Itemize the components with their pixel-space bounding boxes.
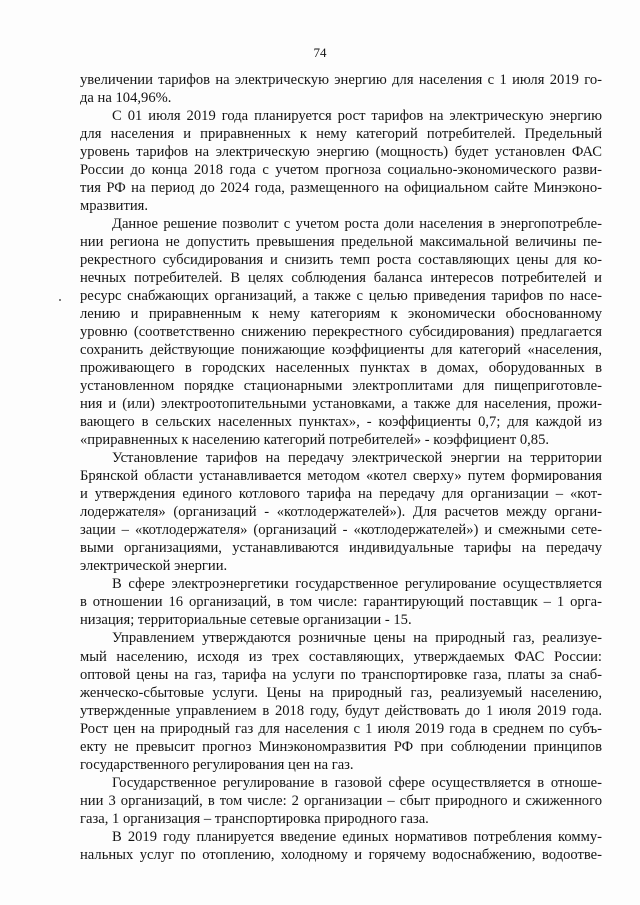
text-line: Государственное регулирование в газовой сфере осуществляется в отноше- <box>112 774 602 791</box>
text-line: мый населению, исходя из трех составляющих, утверждаемых ФАС России: <box>80 648 602 665</box>
text-line: проживающего в городских населенных пунктах в домах, оборудованных в <box>80 360 602 377</box>
text-line: да на 104,96%. <box>80 90 172 107</box>
text-line: государственного регулирования цен на газ. <box>80 756 354 773</box>
scan-speck <box>59 299 61 301</box>
text-line: для населения и приравненных к нему категорий потребителей. Предельный <box>80 126 602 143</box>
text-line: лодержателя» (организаций - «котлодержателей»). Для расчетов между органи- <box>80 504 602 521</box>
text-line: тия РФ на период до 2024 года, размещенного на официальном сайте Минэконо- <box>80 180 602 197</box>
text-line: нечных потребителей. В целях соблюдения баланса интересов потребителей и <box>80 270 602 287</box>
text-line: низация; территориальные сетевые организации - 15. <box>80 612 412 629</box>
text-line: утвержденные управлением в 2018 году, будут действовать до 1 июля 2019 года. <box>80 702 602 719</box>
text-line: зации – «котлодержателя» (организаций - «котлодержателей») и смежными сете- <box>80 522 602 539</box>
text-line: «приравненных к населению категорий потребителей» - коэффициент 0,85. <box>80 432 550 449</box>
text-line: рекрестного субсидирования и снизить темп роста составляющих цены для ко- <box>80 252 602 269</box>
text-line: оптовой цены на газ, тарифа на услуги по транспортировке газа, платы за снаб- <box>80 666 602 683</box>
text-line: нальных услуг по отоплению, холодному и горячему водоснабжению, водоотве- <box>80 846 602 863</box>
text-line: Установление тарифов на передачу электрической энергии на территории <box>112 450 602 467</box>
text-line: России до конца 2018 года с учетом прогноза социально-экономического разви- <box>80 162 602 179</box>
text-line: Управлением утверждаются розничные цены на природный газ, реализуе- <box>112 630 602 647</box>
text-line: С 01 июля 2019 года планируется рост тарифов на электрическую энергию <box>112 108 602 125</box>
text-line: уровню (соответственно снижению перекрестного субсидирования) предлагается <box>80 324 602 341</box>
text-line: уровень тарифов на электрическую энергию (мощность) будет установлен ФАС <box>80 144 602 161</box>
text-line: газа, 1 организация – транспортировка природного газа. <box>80 810 429 827</box>
text-line: сохранить действующие понижающие коэффициенты для категорий «населения, <box>80 342 602 359</box>
text-line: мразвития. <box>80 198 149 215</box>
text-line: В сфере электроэнергетики государственное регулирование осуществляется <box>112 576 602 593</box>
text-line: В 2019 году планируется введение единых нормативов потребления комму- <box>112 828 602 845</box>
page-number: 74 <box>313 45 327 60</box>
text-line: и утверждения единого котлового тарифа на передачу для организации – «кот- <box>80 486 602 503</box>
text-line: выми организациями, устанавливаются индивидуальные тарифы на передачу <box>80 540 602 557</box>
text-line: лению и приравненным к нему категориям к экономически обоснованному <box>80 306 602 323</box>
text-line: Данное решение позволит с учетом роста доли населения в энергопотребле- <box>112 216 602 233</box>
text-line: установленном порядке стационарными электроплитами для пищеприготовле- <box>80 378 602 395</box>
text-line: вающего в сельских населенных пунктах», - коэффициенты 0,7; для каждой из <box>80 414 602 431</box>
text-line: нии 3 организаций, в том числе: 2 организации – сбыт природного и сжиженного <box>80 792 602 809</box>
text-line: Рост цен на природный газ для населения с 1 июля 2019 года в среднем по субъ- <box>80 720 602 737</box>
text-line: ресурс снабжающих организаций, а также с целью приведения тарифов по насе- <box>80 288 602 305</box>
body-text <box>80 71 602 864</box>
text-line: электрической энергии. <box>80 558 228 575</box>
text-line: нии региона не допустить превышения предельной максимальной величины пе- <box>80 234 602 251</box>
text-line: екту не превысит прогноз Минэкономразвития РФ при соблюдении принципов <box>80 738 602 755</box>
text-line: увеличении тарифов на электрическую энергию для населения с 1 июля 2019 го- <box>80 72 602 88</box>
text-line: в отношении 16 организаций, в том числе: гарантирующий поставщик – 1 орга- <box>80 594 602 611</box>
text-line: Брянской области устанавливается методом «котел сверху» путем формирования <box>80 468 602 485</box>
text-line: женческо-сбытовые услуги. Цены на природный газ, реализуемый населению, <box>80 684 602 701</box>
text-line: ния и (или) электроотопительными установками, а также для населения, прожи- <box>80 396 602 413</box>
